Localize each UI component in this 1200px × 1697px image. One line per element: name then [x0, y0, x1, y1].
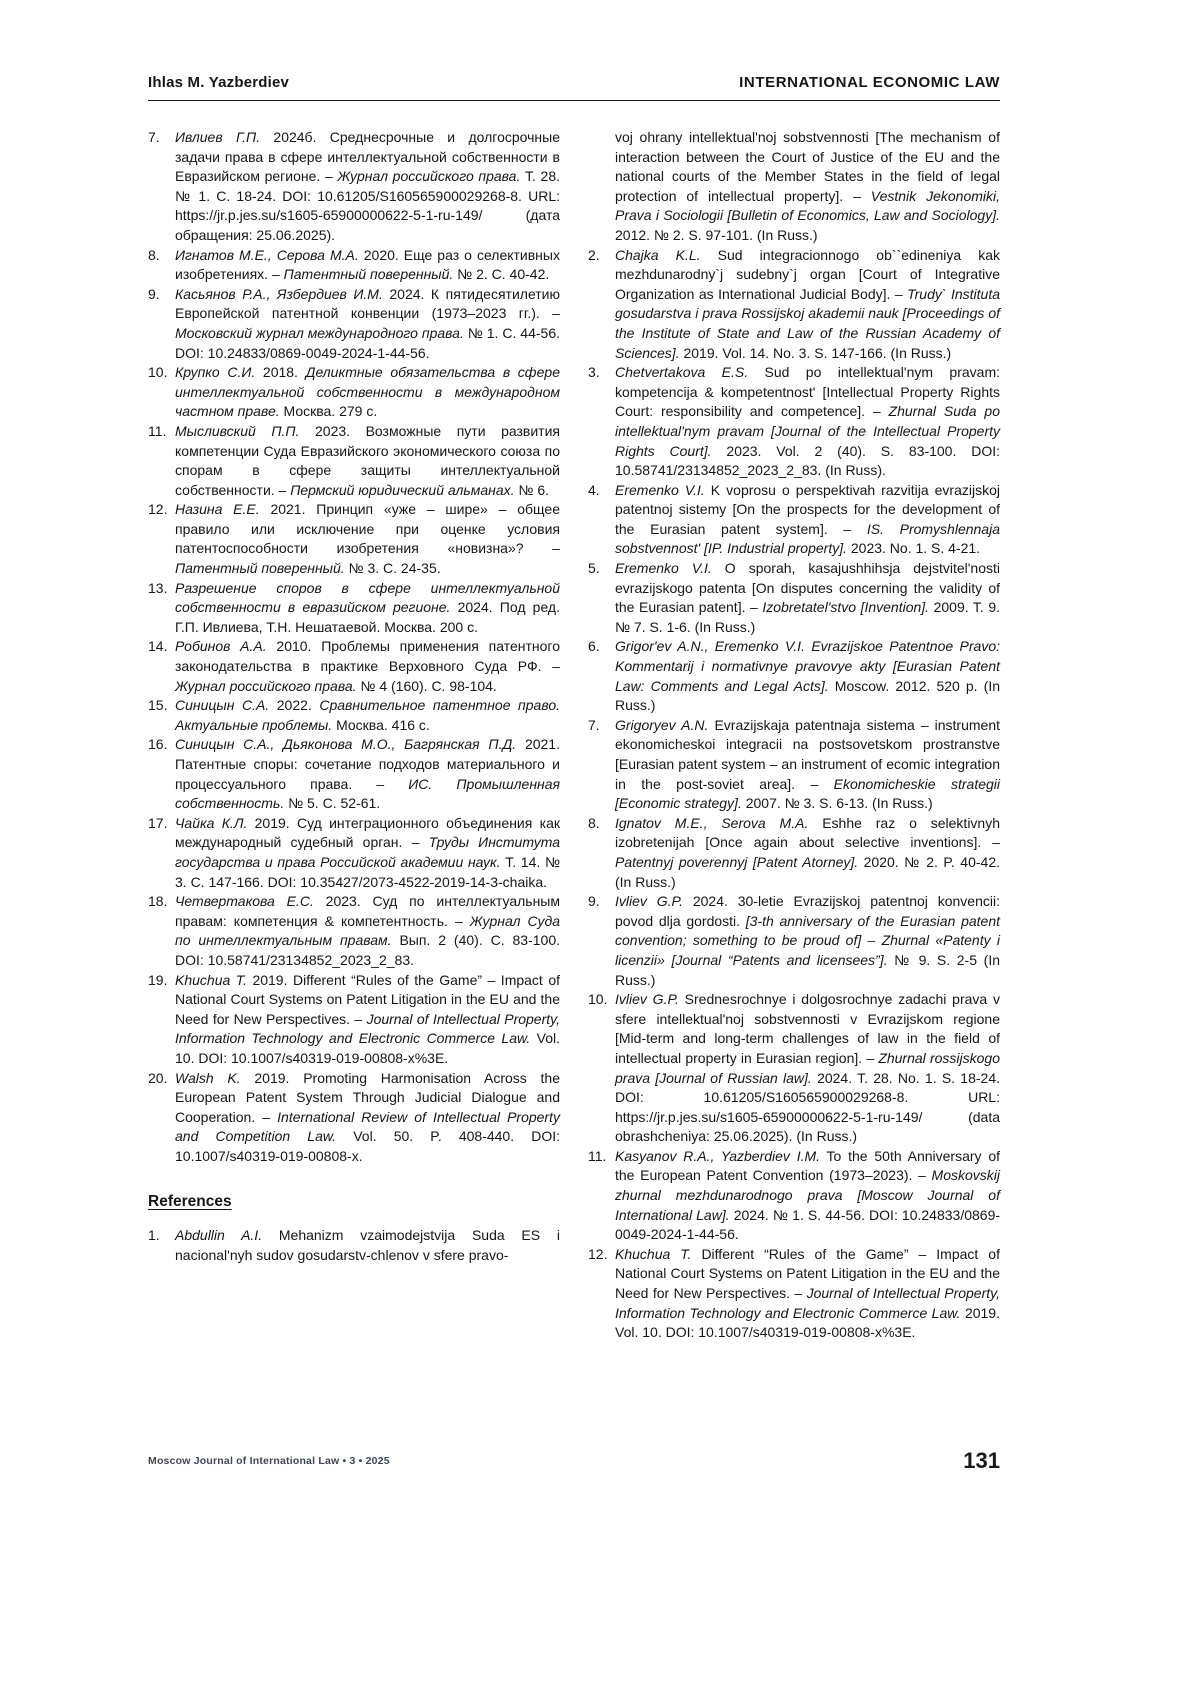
reference-item [148, 579, 560, 638]
reference-segment-italic: Ivliev G.P. [615, 893, 683, 910]
reference-segment-italic: Синицын С.А. [175, 697, 270, 714]
reference-segment-italic: Патентный поверенный. [175, 560, 345, 577]
reference-segment: Different “Rules of the Game” – Impact of National Court Systems on Patent Litigation in the EU and the Need for New Perspectives. – [615, 1245, 1000, 1302]
reference-number: 19. [148, 971, 168, 988]
reference-segment: 2012. № 2. S. 97-101. (In Russ.) [615, 226, 818, 243]
reference-item [588, 990, 1000, 1147]
reference-text [615, 560, 1000, 635]
reference-number: 16. [148, 736, 168, 753]
reference-segment: № 3. С. 24-35. [344, 560, 441, 577]
reference-text [615, 991, 1000, 1144]
reference-text [175, 1227, 560, 1263]
reference-segment-italic: Trudy` Instituta gosudarstva i prava Rossijskoj akademii nauk [Proceedings of the Institute of State and Law of the Russian Academy of Sciences]. [615, 285, 1000, 361]
reference-segment: 2024. № 1. S. 44-56. DOI: 10.24833/0869-0049-2024-1-44-56. [615, 1206, 1001, 1243]
reference-text [175, 247, 560, 283]
reference-item [148, 637, 560, 696]
reference-text [175, 1070, 560, 1164]
reference-segment: 2023. Суд по интеллектуальным правам: компетенция & компетентность. – [175, 893, 560, 929]
reference-segment: 2021. Патентные споры: сочетание подходов материального и процессуального права. – [175, 736, 560, 792]
reference-segment-italic: Мысливский П.П. [175, 422, 300, 439]
reference-text [175, 286, 560, 361]
reference-item [588, 814, 1000, 892]
reference-segment-italic: Касьянов Р.А., Язбердиев И.М. [175, 285, 383, 302]
right-column [588, 128, 1000, 1343]
reference-segment-italic: Робинов А.А. [175, 638, 267, 655]
reference-segment: Eshhe raz o selektivnyh izobretenijah [Once again about selective inventions]. – [615, 814, 1000, 851]
reference-segment: Т. 14. № 3. С. 147-166. DOI: 10.35427/2073-4522-2019-14-3-chaika. [175, 853, 560, 890]
reference-number: 4. [588, 481, 600, 498]
reference-segment: 2022. [269, 697, 320, 714]
reference-segment-italic: Vestnik Jekonomiki, Prava i Sociologii [Bulletin of Economics, Law and Sociology]. [615, 187, 1000, 224]
reference-item [588, 637, 1000, 715]
reference-item [148, 735, 560, 813]
reference-segment-italic: Eremenko V.I. [615, 560, 712, 577]
reference-segment: № 4 (160). С. 98-104. [356, 677, 497, 694]
reference-item [148, 422, 560, 500]
reference-segment-italic: Journal of Intellectual Property, Information Technology and Electronic Commerce Law. [615, 1285, 1000, 1321]
reference-segment: Sud po intellektual'nym pravam: kompetencija & kompetentnost' [Intellectual Property Rights Court: responsibility and competence]. – [615, 364, 1000, 420]
reference-number: 15. [148, 697, 168, 714]
reference-segment-italic: Izobretatel'stvo [Invention]. [762, 599, 930, 616]
reference-segment: 2019. Vol. 14. No. 3. S. 147-166. (In Russ.) [679, 344, 952, 361]
reference-segment: 2019. Promoting Harmonisation Across the European Patent System Through Judicial Dialogue and Cooperation. – [175, 1069, 561, 1125]
reference-item [588, 246, 1000, 364]
reference-text [175, 697, 560, 733]
reference-segment-italic: Труды Института государства и права Российской академии наук. [175, 834, 560, 870]
reference-item [588, 1245, 1000, 1343]
reference-text [615, 1148, 1000, 1242]
reference-item [148, 814, 560, 892]
reference-item [148, 285, 560, 363]
reference-segment-italic: Ивлиев Г.П. [175, 129, 261, 145]
reference-segment-italic: ИС. Промышленная собственность. [175, 775, 560, 812]
reference-segment-italic: Zhurnal rossijskogo prava [Journal of Russian law]. [615, 1049, 1001, 1086]
reference-segment: Srednesrochnye i dolgosrochnye zadachi prava v sfere intellektual'noj sobstvennosti v Evrazijskom regione [Mid-term and long-term challenges of law in the field of intellectual property in Eurasian region]. – [615, 991, 1000, 1066]
reference-segment: Evrazijskaja patentnaja sistema – instrument ekonomicheskoi integracii na postsovetskom prostranstve [Eurasian patent system – an instrument of ecomic integration in the post-soviet area]. – [615, 716, 1000, 792]
reference-item [588, 716, 1000, 814]
reference-segment-italic: Журнал российского права. [337, 168, 521, 185]
reference-segment: Москва. 416 с. [332, 716, 430, 733]
reference-item [148, 500, 560, 578]
reference-number: 13. [148, 579, 168, 596]
reference-segment: № 2. С. 40-42. [453, 266, 550, 283]
reference-segment-italic: Крупко С.И. [175, 364, 256, 381]
reference-segment: Вып. 2 (40). С. 83-100. DOI: 10.58741/23134852_2023_2_83. [175, 932, 561, 968]
reference-segment-italic: Журнал российского права. [175, 677, 357, 694]
reference-segment-italic: Abdullin A.I. [175, 1227, 263, 1244]
reference-item [148, 363, 560, 422]
reference-item [148, 128, 560, 246]
reference-segment-italic: Московский журнал международного права. [175, 324, 464, 341]
reference-segment: № 6. [514, 481, 550, 498]
reference-segment-italic: Разрешение споров в сфере интеллектуальной собственности в евразийском регионе. [175, 579, 560, 616]
reference-number: 11. [588, 1147, 607, 1164]
reference-segment-italic: Walsh K. [175, 1069, 241, 1086]
reference-text [175, 736, 560, 811]
reference-text [615, 364, 1000, 478]
reference-segment-italic: Ekonomicheskie strategii [Economic strategy]. [615, 775, 1000, 812]
reference-number: 6. [588, 638, 600, 655]
reference-number: 2. [588, 246, 600, 263]
reference-number: 10. [588, 991, 608, 1008]
reference-item [588, 892, 1000, 990]
reference-text [175, 129, 560, 243]
reference-number: 18. [148, 893, 168, 910]
reference-segment-italic: Игнатов М.Е., Серова М.А. [175, 246, 359, 263]
reference-segment: 2024. К пятидесятилетию Европейской патентной конвенции (1973–2023 гг.). – [175, 285, 560, 322]
reference-number: 12. [588, 1245, 608, 1262]
reference-item [148, 696, 560, 735]
reference-number: 8. [148, 246, 160, 263]
reference-segment: Москва. 279 с. [279, 403, 378, 420]
reference-segment-italic: Journal of Intellectual Property, Information Technology and Electronic Commerce Law. [175, 1010, 560, 1047]
reference-item [148, 1069, 560, 1167]
reference-segment: 2023. No. 1. S. 4-21. [846, 540, 981, 557]
reference-item [588, 363, 1000, 481]
reference-segment-italic: Чайка К.Л. [175, 814, 248, 831]
reference-number: 8. [588, 814, 600, 831]
reference-segment-italic: Деликтные обязательства в сфере интеллектуальной собственности в международном частном праве. [175, 364, 560, 420]
reference-segment: O sporah, kasajushhihsja dejstvitel'nosti evrazijskogo patenta [On disputes concerning the validity of the Eurasian patent]. – [615, 560, 1000, 616]
footer-journal-line: Moscow Journal of International Law • 3 • 2025 [148, 1455, 390, 1467]
reference-text [175, 501, 560, 576]
reference-segment: 2024. 30-letie Evrazijskoj patentnoj konvencii: povod dlja gordosti. [615, 893, 1000, 929]
reference-segment-italic: Kasyanov R.A., Yazberdiev I.M. [615, 1147, 821, 1164]
reference-segment: № 1. С. 44-56. DOI: 10.24833/0869-0049-2024-1-44-56. [175, 324, 560, 361]
reference-text [175, 815, 560, 890]
reference-segment-italic: Zhurnal Suda po intellektual'nym pravam [Journal of the Intellectual Property Rights Court]. [615, 403, 1000, 459]
reference-text [175, 423, 560, 498]
reference-segment: 2018. [255, 364, 306, 381]
reference-text [175, 364, 560, 419]
reference-segment-italic: Четвертакова Е.С. [175, 893, 314, 910]
reference-number: 11. [148, 422, 167, 439]
reference-segment: K voprosu o perspektivah razvitija evrazijskoj patentnoj sistemy [On the prospects for the development of the Eurasian patent system]. – [615, 481, 1000, 537]
reference-text [615, 717, 1000, 811]
reference-segment-italic: Патентный поверенный. [283, 266, 454, 283]
reference-text [175, 893, 560, 968]
reference-text [615, 893, 1000, 987]
reference-segment-italic: Сравнительное патентное право. Актуальные проблемы. [175, 697, 560, 733]
reference-segment: 2010. Проблемы применения патентного законодательства в практике Верховного Суда РФ. – [175, 638, 560, 675]
reference-segment: 2023. Возможные пути развития компетенции Суда Евразийского экономического союза по спорам в сфере защиты интеллектуальной собственности. – [175, 422, 560, 498]
reference-segment-italic: Grigoryev A.N. [615, 716, 709, 733]
reference-segment: Vol. 50. P. 408-440. DOI: 10.1007/s40319-019-00808-x. [175, 1128, 561, 1164]
reference-segment: Sud integracionnogo ob``edineniya kak mezhdunarodny`j sudebny`j organ [Court of Integrative Organization as International Judicial Body]. – [615, 246, 1000, 302]
reference-number: 20. [148, 1069, 168, 1086]
reference-segment-italic: Moskovskij zhurnal mezhdunarodnogo prava [Moscow Journal of International Law]. [615, 1167, 1000, 1223]
running-head-section: INTERNATIONAL ECONOMIC LAW [739, 74, 1000, 91]
reference-segment: 2021. Принцип «уже – шире» – общее правило или исключение при оценке условия патентоспособности изобретения «новизна»? – [175, 501, 560, 557]
reference-number: 7. [588, 716, 600, 733]
page-number: 131 [963, 1448, 1000, 1473]
reference-number: 9. [588, 893, 600, 910]
reference-segment-italic: International Review of Intellectual Property and Competition Law. [175, 1108, 560, 1145]
reference-segment: Vol. 10. DOI: 10.1007/s40319-019-00808-x%3E. [175, 1030, 560, 1066]
reference-segment-italic: Chajka K.L. [615, 246, 701, 263]
reference-segment-italic: Назина Е.Е. [175, 501, 260, 518]
reference-segment: 2024. T. 28. No. 1. S. 18-24. DOI: 10.61205/S160565900029268-8. URL: https://jr.p.jes.su/s1605-65900000622-5-1-ru-149/ (data obrashcheniya: 25.06.2025). (In Russ.) [615, 1069, 1001, 1145]
reference-number: 12. [148, 501, 168, 518]
reference-segment: 2024. Под ред. Г.П. Ивлиева, Т.Н. Нешатаевой. Москва. 200 с. [175, 599, 560, 635]
reference-segment-italic: Khuchua T. [175, 971, 247, 988]
reference-text [615, 129, 1000, 243]
references-content [148, 128, 1000, 1343]
reference-segment: 2019. Суд интеграционного объединения как международный судебный орган. – [175, 814, 560, 851]
reference-text [615, 247, 1000, 361]
reference-text [175, 580, 560, 635]
reference-text [615, 482, 1000, 557]
reference-segment: 2019. Different “Rules of the Game” – Impact of National Court Systems on Patent Litigation in the EU and the Need for New Perspectives. – [175, 971, 560, 1027]
running-head-author: Ihlas M. Yazberdiev [148, 74, 290, 91]
reference-segment-italic: Khuchua T. [615, 1245, 692, 1262]
reference-segment: voj ohrany intellektual'noj sobstvennosti [The mechanism of interaction between the Court of Justice of the EU and the national courts of the Member States in the field of legal protection of intellectual property]. – [615, 129, 1000, 204]
reference-segment: Mehanizm vzaimodejstvija Suda ES i nacional'nyh sudov gosudarstv-chlenov v sfere pravo- [175, 1227, 560, 1263]
reference-segment: 2020. Еще раз о селективных изобретениях. – [175, 246, 560, 283]
reference-item [148, 971, 560, 1069]
reference-segment: 2020. № 2. P. 40-42. (In Russ.) [615, 853, 1000, 890]
reference-continuation [588, 128, 1000, 246]
reference-segment-italic: Chetvertakova E.S. [615, 364, 749, 381]
reference-segment-italic: Eremenko V.I. [615, 481, 705, 498]
reference-segment: Т. 28. № 1. С. 18-24. DOI: 10.61205/S160565900029268-8. URL: https://jr.p.jes.su/s1605-65900000622-5-1-ru-149/ (дата обращения: 25.06.2025). [175, 168, 560, 243]
reference-item [148, 892, 560, 970]
reference-item [148, 246, 560, 285]
reference-segment: 2019. Vol. 10. DOI: 10.1007/s40319-019-00808-x%3E. [615, 1304, 1000, 1341]
reference-text [615, 1246, 1000, 1340]
reference-segment: 2007. № 3. S. 6-13. (In Russ.) [741, 795, 933, 812]
reference-segment: To the 50th Anniversary of the European Patent Convention (1973–2023). – [615, 1147, 1000, 1184]
reference-segment-italic: Ivliev G.P. [615, 991, 679, 1008]
reference-number: 7. [148, 129, 160, 145]
reference-segment-italic: Grigor'ev A.N., Eremenko V.I. [615, 638, 805, 655]
references-heading: References [148, 1193, 232, 1211]
reference-segment: № 5. С. 52-61. [284, 795, 381, 812]
reference-number: 3. [588, 364, 600, 381]
reference-segment-italic: Журнал Суда по интеллектуальным правам. [175, 912, 560, 949]
reference-segment: 2024б. Среднесрочные и долгосрочные задачи права в сфере интеллектуальной собственности в Евразийском регионе. – [175, 129, 560, 185]
reference-segment-italic: Patentnyj poverennyj [Patent Atorney]. [615, 853, 859, 870]
reference-item [588, 559, 1000, 637]
reference-item [588, 1147, 1000, 1245]
reference-segment-italic: IS. Promyshlennaja sobstvennost' [IP. Industrial property]. [615, 520, 1000, 557]
reference-text [615, 815, 1000, 890]
reference-number: 5. [588, 560, 600, 577]
reference-segment-italic: Синицын С.А., Дьяконова М.О., Багрянская П.Д. [175, 736, 517, 753]
reference-item [148, 1226, 560, 1265]
reference-segment: № 9. S. 2-5 (In Russ.) [615, 951, 1000, 988]
left-column [148, 128, 560, 1343]
reference-segment-italic: Ignatov M.E., Serova M.A. [615, 814, 809, 831]
reference-segment: Moscow. 2012. 520 p. (In Russ.) [615, 677, 1000, 714]
reference-text [615, 638, 1000, 713]
reference-number: 10. [148, 364, 168, 381]
reference-text [175, 638, 560, 693]
reference-number: 17. [148, 814, 168, 831]
reference-item [588, 481, 1000, 559]
reference-segment-italic: Пермский юридический альманах. [290, 481, 515, 498]
page-footer [148, 1448, 1000, 1474]
reference-number: 9. [148, 285, 160, 302]
reference-segment: 2009. T. 9. № 7. S. 1-6. (In Russ.) [615, 599, 1001, 635]
page-header [148, 74, 1000, 101]
reference-number: 14. [148, 638, 168, 655]
reference-text [175, 972, 560, 1066]
reference-segment-italic: [3-th anniversary of the Eurasian patent convention; something to be proud of] – Zhurnal «Patenty i licenzii» [Journal “Patents and licensees”]. [615, 912, 1000, 968]
reference-segment-italic: Evrazijskoe Patentnoe Pravo: Kommentarij i normativnye pravovye akty [Eurasian Patent Law: Comments and Legal Acts]. [615, 638, 1000, 694]
reference-segment: 2023. Vol. 2 (40). S. 83-100. DOI: 10.58741/23134852_2023_2_83. (In Russ). [615, 442, 1000, 479]
reference-number: 1. [148, 1227, 160, 1244]
